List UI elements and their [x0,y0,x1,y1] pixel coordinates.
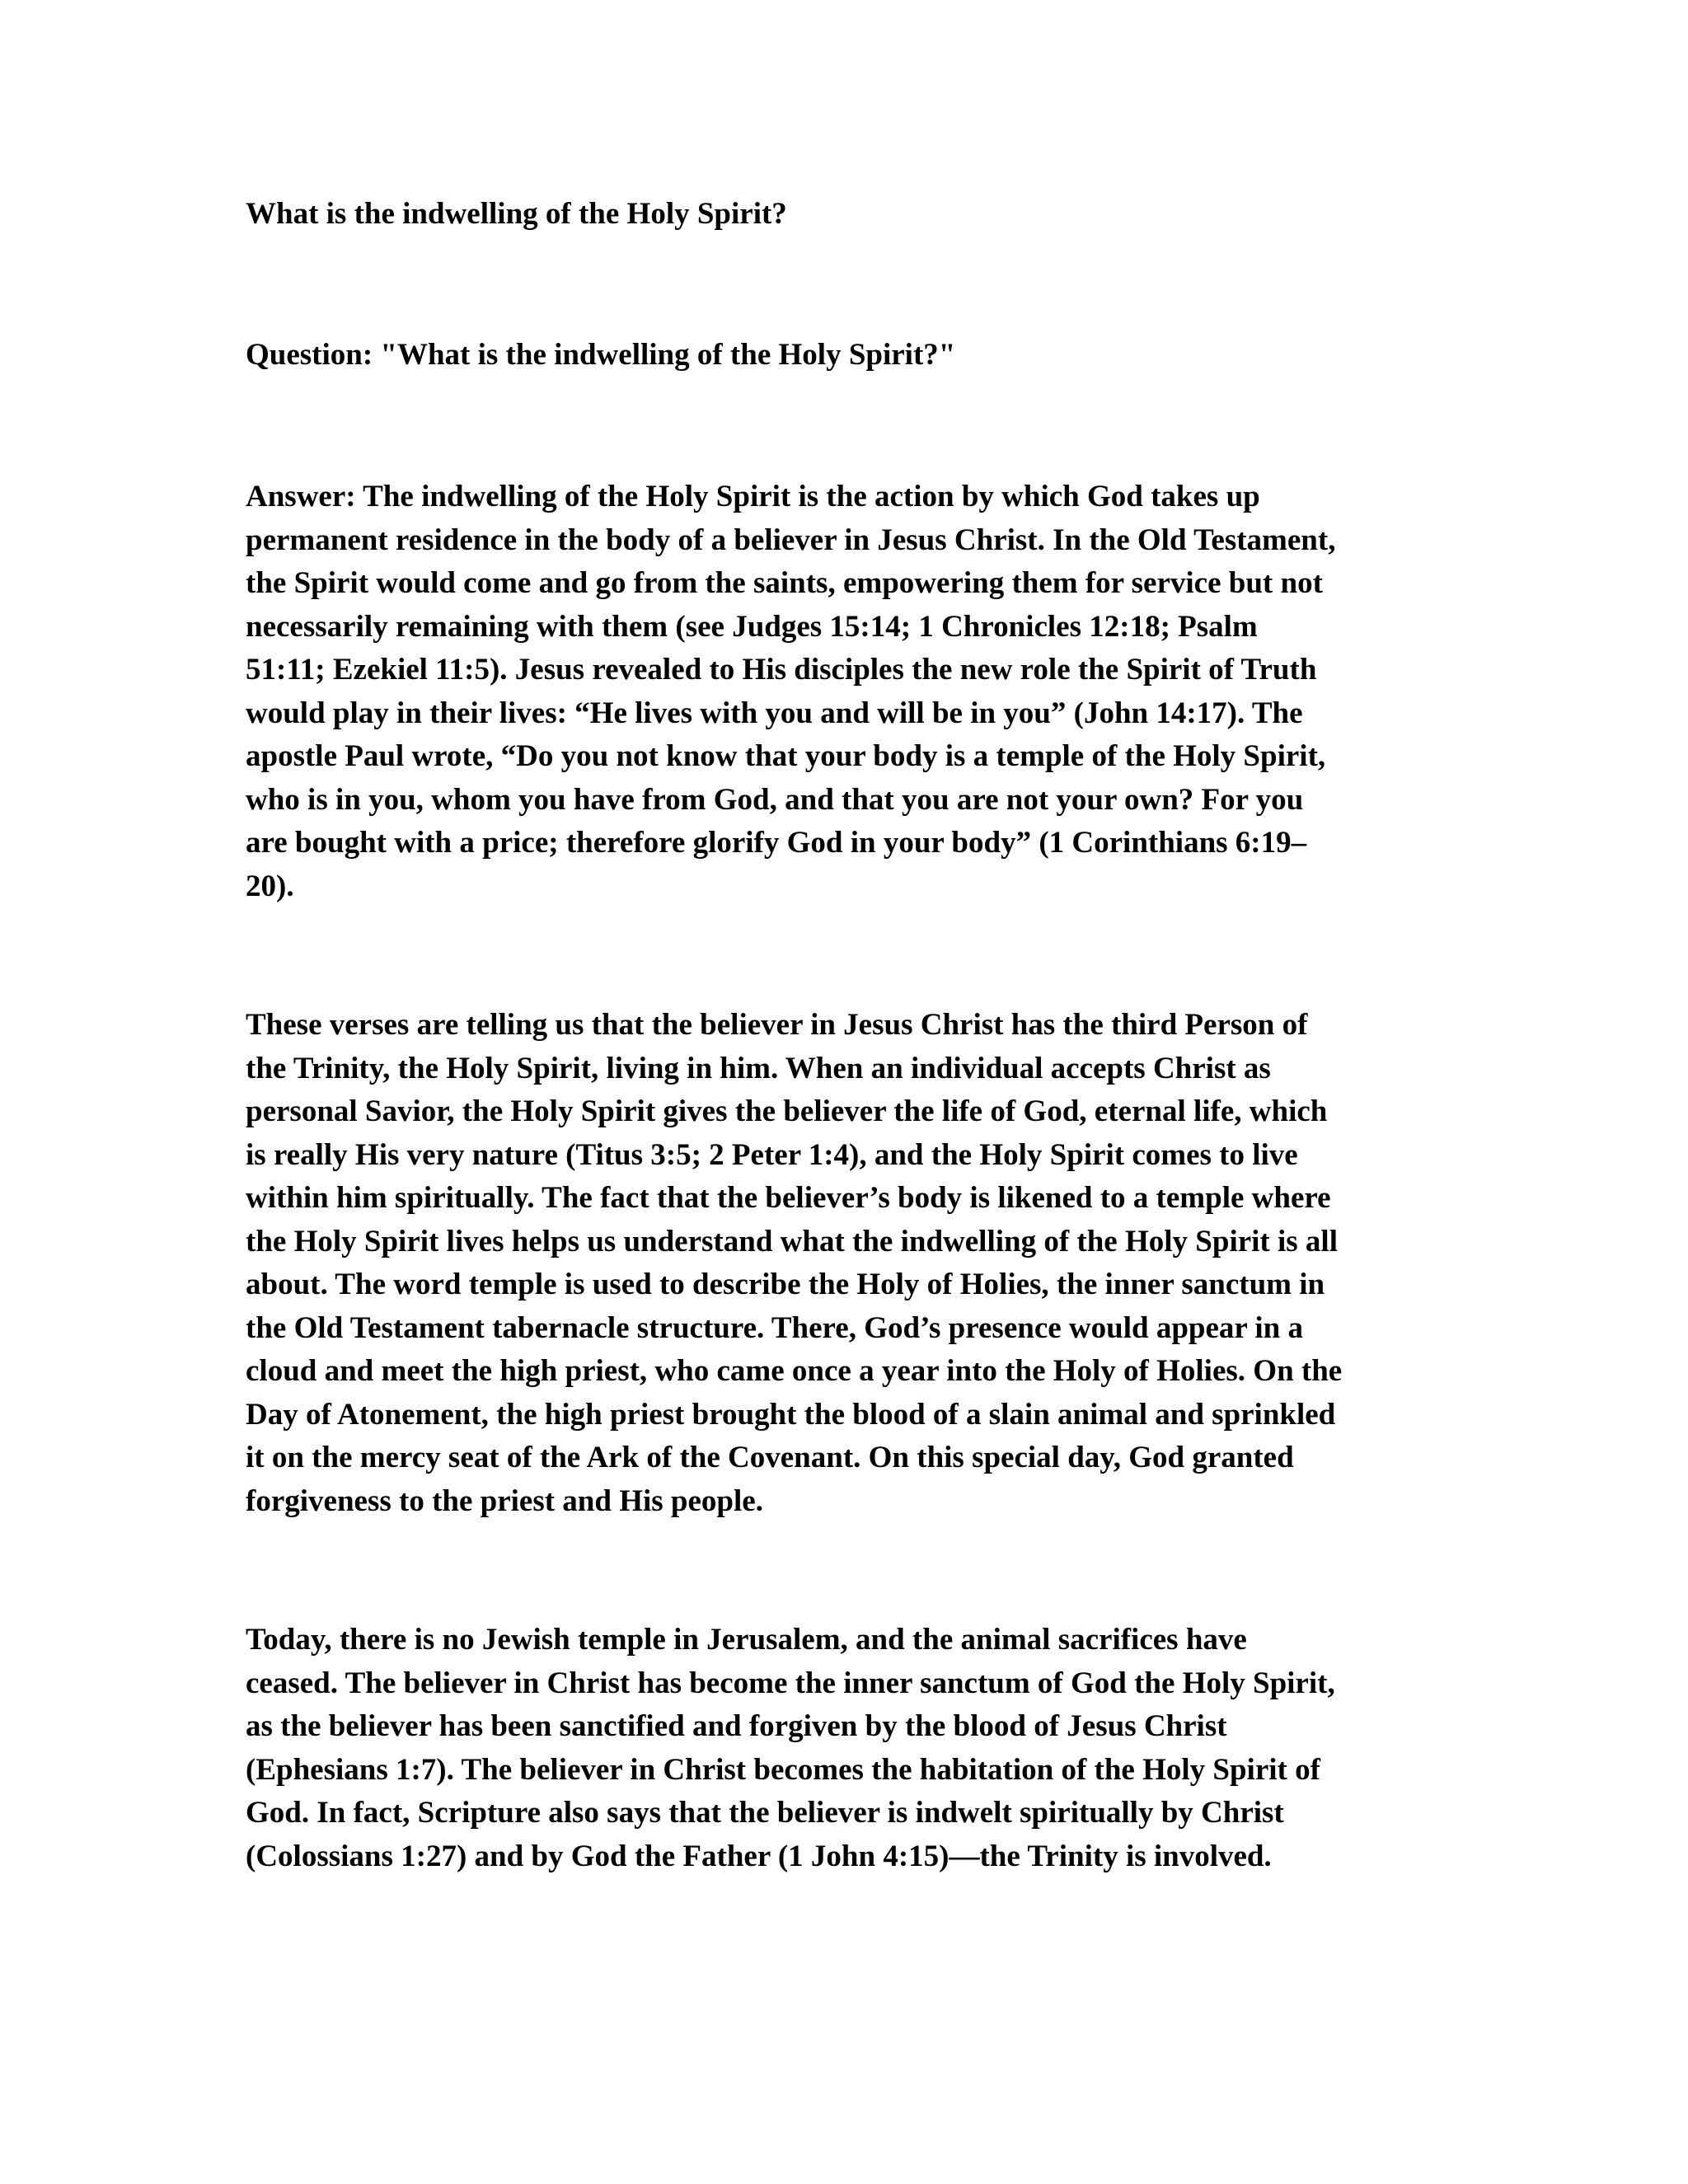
paragraph-line: necessarily remaining with them (see Judges 15:14; 1 Chronicles 12:18; Psalm [246,609,1258,644]
paragraph-line: (Ephesians 1:7). The believer in Christ becomes the habitation of the Holy Spirit of [246,1752,1320,1787]
paragraph-line: within him spiritually. The fact that the believer’s body is likened to a temple where [246,1181,1331,1215]
paragraph-line: These verses are telling us that the believer in Jesus Christ has the third Person of [246,1008,1308,1042]
body-paragraph [246,1004,1449,1523]
paragraph-line: the Spirit would come and go from the saints, empowering them for service but not [246,566,1323,600]
paragraph-line: the Holy Spirit lives helps us understand what the indwelling of the Holy Spirit is all [246,1224,1338,1258]
paragraph-line: Answer: The indwelling of the Holy Spirit is the action by which God takes up [246,480,1260,513]
paragraph-line: would play in their lives: “He lives with you and will be in you” (John 14:17). The [246,696,1303,730]
paragraph-line: apostle Paul wrote, “Do you not know that your body is a temple of the Holy Spirit, [246,739,1326,773]
answer-paragraph [246,476,1449,908]
paragraph-line: Today, there is no Jewish temple in Jerusalem, and the animal sacrifices have [246,1623,1247,1657]
paragraph-line: Day of Atonement, the high priest brought the blood of a slain animal and sprinkled [246,1397,1336,1432]
question-heading: Question: "What is the indwelling of the Holy Spirit?" [246,338,956,372]
paragraph-line: forgiveness to the priest and His people. [246,1483,763,1518]
paragraph-line: the Old Testament tabernacle structure. There, God’s presence would appear in a [246,1310,1304,1345]
body-paragraph [246,1619,1449,1878]
page-title: What is the indwelling of the Holy Spirit? [246,197,787,231]
paragraph-line: permanent residence in the body of a believer in Jesus Christ. In the Old Testament, [246,523,1336,557]
paragraph-line: 20). [246,869,294,903]
paragraph-line: ceased. The believer in Christ has become the inner sanctum of God the Holy Spirit, [246,1666,1335,1700]
paragraph-line: who is in you, whom you have from God, and that you are not your own? For you [246,782,1304,817]
paragraph-line: God. In fact, Scripture also says that the believer is indwelt spiritually by Christ [246,1796,1284,1830]
paragraph-line: personal Savior, the Holy Spirit gives the believer the life of God, eternal life, which [246,1094,1328,1128]
paragraph-line: it on the mercy seat of the Ark of the Covenant. On this special day, God granted [246,1441,1294,1474]
paragraph-line: 51:11; Ezekiel 11:5). Jesus revealed to His disciples the new role the Spirit of Truth [246,653,1317,687]
paragraph-line: is really His very nature (Titus 3:5; 2 Peter 1:4), and the Holy Spirit comes to live [246,1137,1298,1172]
paragraph-line: are bought with a price; therefore glorify God in your body” (1 Corinthians 6:19– [246,826,1307,860]
paragraph-line: the Trinity, the Holy Spirit, living in him. When an individual accepts Christ as [246,1051,1271,1085]
paragraph-line: about. The word temple is used to describe the Holy of Holies, the inner sanctum in [246,1268,1325,1301]
paragraph-line: as the believer has been sanctified and forgiven by the blood of Jesus Christ [246,1709,1227,1743]
paragraph-line: cloud and meet the high priest, who came once a year into the Holy of Holies. On the [246,1354,1343,1388]
paragraph-line: (Colossians 1:27) and by God the Father (1 John 4:15)—the Trinity is involved. [246,1839,1272,1873]
